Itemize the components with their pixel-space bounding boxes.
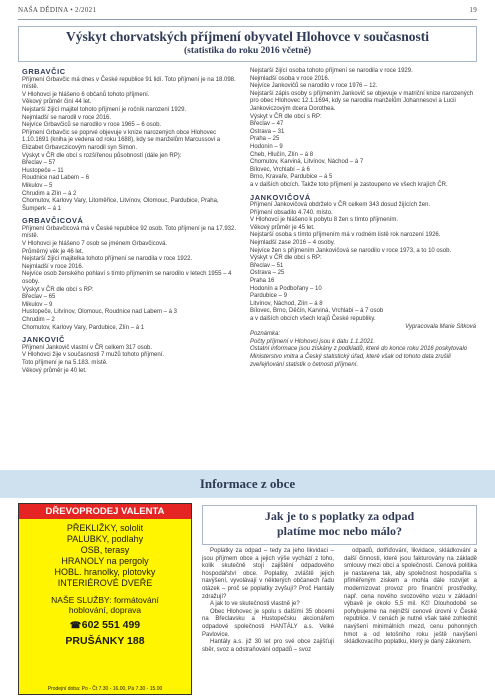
section-heading: GRBAVČIC <box>22 67 66 76</box>
paragraph: Hustopeče, Litvínov, Olomouc, Roudnice nad Labem – á 3 <box>22 309 177 316</box>
article-title-box <box>18 26 477 62</box>
paragraph: Příjmení Grbavčic má dnes v České republice 91 lidí. Toto příjmení je na 18.098. místě. <box>22 76 236 91</box>
paragraph: Nejvíce Grbavčiců se narodilo v roce 1965 – 6 osob. <box>22 122 162 129</box>
paragraph: Chomutov, Karlovy Vary, Litoměřice, Litvínov, Olomouc, Pardubice, Praha, Šumperk – á 1 <box>22 198 219 212</box>
paragraph: Praha 16 <box>250 278 275 285</box>
ad-product: PALUBKY, podlahy <box>66 534 144 544</box>
paragraph: Mikulov – 5 <box>22 182 53 189</box>
paragraph: Příjmení Jankovič vlastní v ČR celkem 317 osob. <box>22 344 153 351</box>
paragraph: Věkový průměr je 40 let. <box>22 367 87 374</box>
paragraph: Chrudim a Zlín – á 2 <box>22 190 77 197</box>
paragraph: Litvínov, Náchod, Zlín – á 8 <box>250 300 323 307</box>
phone-icon: ☎ <box>69 620 82 630</box>
ad-header: DŘEVOPRODEJ VALENTA <box>19 504 191 519</box>
section-heading: GRBAVČICOVÁ <box>22 216 84 226</box>
ad-hours: Prodejní doba: Po - Čt 7.30 - 16.00, Pá 7.30 - 15.00 <box>47 686 163 692</box>
paragraph: Nejvíce osob ženského pohlaví s tímto příjmením se narodilo v letech 1955 – 4 osoby. <box>22 271 232 286</box>
paragraph: Ostrava – 31 <box>250 128 285 135</box>
text-column-left <box>22 68 237 375</box>
page-number: 19 <box>469 6 477 14</box>
paragraph: Chrudim – 2 <box>22 317 55 323</box>
waste-article-title-line2: platíme moc nebo málo? <box>277 524 402 538</box>
note-text: Poznámka: <box>250 331 281 338</box>
ad-phone-number: 602 551 499 <box>81 619 141 631</box>
article-paragraph: odpadů, dotřiďování, likvidace, skládkování a další činnosti, které jsou fakturovány na základě smlouvy mezi obcí a společností. Cenová politika je nastavena tak, aby společnost hospodařila s přiměřeným ziskem a mohla dále rozvíjet a modernizovat provoz pro finanční prostředky, např. cena nového svozového vozu v základní výbavě je okolo 5,5 mil. Kč! Dlouhodobě se pohybujeme na nejnižší cenové úrovni v České republice. V cenách je nutné však také zohlednit navýšení minimálních mezd, cenu pohonných hmot a od letošního roku ještě navýšení skládkovacího poplatku, který je daný zákonem. <box>344 548 477 646</box>
waste-article-column-2 <box>344 548 477 647</box>
ad-phone[interactable] <box>19 619 191 631</box>
paragraph: Příjmení obsadilo 4.740. místo. <box>250 209 333 216</box>
paragraph: Hodonín a Podbořany – 10 <box>250 285 322 292</box>
ad-product-list <box>19 523 191 589</box>
article-paragraph: A jak to ve skutečnosti vlastně je? <box>210 601 300 608</box>
paragraph: Nejvíce žen s příjmením Jankovičová se narodilo v roce 1973, a to 10 osob. <box>250 247 452 254</box>
paragraph: Věkový průměr činí 44 let. <box>22 99 92 106</box>
paragraph: Příjmení Grbavčic se poprvé objevuje v knize narozených obce Hlohovec 1.10.1691 (kniha je vedena od roku 1688), kdy se manželům Marcussovi a Elizabet Grbavczicovým narodil syn Simon. <box>22 129 221 151</box>
paragraph: Nejvíce Jankovičů se narodilo v roce 1976 – 12. <box>250 83 378 90</box>
paragraph: Příjmení Grbavčicová má v České republice 92 osob. Toto příjmení je na 17.932. místě. <box>22 225 236 240</box>
section-heading: JANKOVIČOVÁ <box>250 192 311 202</box>
paragraph: Nejmladší v roce 2016. <box>22 263 84 270</box>
ad-product: HRANOLY na pergoly <box>61 556 149 566</box>
info-section-title: Informace z obce <box>199 476 296 491</box>
paragraph: Výskyt v ČR dle obcí s RP: <box>250 255 322 262</box>
paragraph: Břeclav – 51 <box>250 262 284 269</box>
paragraph: Břeclav – 65 <box>22 294 56 301</box>
paragraph: Průměrný věk je 46 let. <box>22 248 84 255</box>
paragraph: V Hlohovci je hlášeno k pobytu 8 žen s tímto příjmením. <box>250 217 399 224</box>
page-header <box>18 6 477 18</box>
paragraph: Příjmení Jankovičová obdrželo v ČR celkem 343 dosud žijících žen. <box>250 202 431 209</box>
paragraph: Toto příjmení je na 5.183. místě. <box>22 359 108 366</box>
paragraph: Praha – 25 <box>250 136 280 143</box>
paragraph: V Hlohovci je hlášeno 6 občanů tohoto příjmení. <box>22 91 150 98</box>
paragraph: a v dalších obcích všech krajů České republiky. <box>250 316 376 322</box>
paragraph: Mikulov – 9 <box>22 301 53 308</box>
paragraph: Roudnice nad Labem – 6 <box>22 175 90 182</box>
paragraph: Nejmladší osoba v roce 2016. <box>250 75 330 82</box>
ad-product: OSB, terasy <box>80 545 130 555</box>
magazine-name: NAŠA DĚDINA • 2/2021 <box>18 6 97 14</box>
paragraph: Chomutov, Karlovy Vary, Pardubice, Zlín – á 1 <box>22 324 145 331</box>
paragraph: Břeclav – 47 <box>250 121 284 128</box>
paragraph: a v dalších obcích. Takže toto příjmení je zastoupeno ve všech krajích ČR. <box>250 181 448 188</box>
ad-product: HOBL. hranolky, plotovky <box>54 567 156 577</box>
ad-services-line1: NAŠE SLUŽBY: formátování <box>51 595 159 605</box>
paragraph: Výskyt v ČR dle obcí s rozšířenou působností (dále jen RP): <box>22 152 182 159</box>
paragraph: V Hlohovci je hlášeno 7 osob se jménem Grbavčicová. <box>22 241 168 248</box>
author-credit: Vypracovala Marie Sitková <box>405 323 476 330</box>
paragraph: Nejmladší zase 2016 – 4 osoby. <box>250 240 335 247</box>
ad-location: PRUŠÁNKY 188 <box>65 635 145 647</box>
note-text: Počty příjmení v Hlohovci jsou k datu 1.1.2021. <box>250 338 376 345</box>
paragraph: Bílovec, Vrchlabí – á 6 <box>250 166 310 173</box>
paragraph: Nejstarší žijící osoba tohoto příjmení se narodila v roce 1929. <box>250 68 413 74</box>
ad-services-line2: hoblování, doprava <box>68 605 142 615</box>
waste-article-column-1 <box>202 548 334 654</box>
paragraph: Cheb, Hlučín, Zlín – á 8 <box>250 151 314 158</box>
paragraph: Pardubice – 9 <box>250 293 288 300</box>
paragraph: Hodonín – 9 <box>250 143 283 150</box>
paragraph: Nejmladší se narodil v roce 2016. <box>22 114 112 121</box>
paragraph: Nejstarší zápis osoby s příjmením Jankovič se objevuje v matriční knize narozených pro obec Hlohovec 12.1.1694, kdy se narodila manželům Johannesovi a Lucii Jankoviczovým dcera Dorothea. <box>250 90 474 112</box>
waste-article-title-box <box>202 505 477 545</box>
ad-product: INTERIÉROVÉ DVEŘE <box>57 578 153 588</box>
paragraph: Nejstarší žijící majitel tohoto příjmení je ročník narození 1929. <box>22 106 187 113</box>
paragraph: Věkový průměr je 45 let. <box>250 224 315 231</box>
paragraph: Bílovec, Brno, Děčín, Karviná, Vrchlabí – á 7 osob <box>250 308 384 315</box>
paragraph: Nejstarší osoba s tímto příjmením má v rodném listě rok narození 1926. <box>250 232 441 239</box>
text-column-right <box>250 68 476 369</box>
paragraph: Hustopeče – 11 <box>22 167 64 174</box>
note-text: Ostatní informace jsou získány z podkladů, které do konce roku 2016 poskytovalo Ministerstvo vnitra a Český statistický úřad, které však od tohoto data zrušili zveřejňování statistik o četnosti příjmení. <box>250 346 468 368</box>
paragraph: Brno, Kravaře, Pardubice – á 5 <box>250 174 333 181</box>
paragraph: Chomutov, Karviná, Litvínov, Náchod – á 7 <box>250 159 364 166</box>
ad-product: PŘEKLIŽKY, sololit <box>66 523 144 533</box>
paragraph: V Hlohovci žije v současnosti 7 mužů tohoto příjmení. <box>22 352 165 359</box>
header-rule <box>18 19 477 20</box>
paragraph: Nejstarší žijící majitelka tohoto příjmení se narodila v roce 1922. <box>22 256 193 263</box>
paragraph: Ostrava – 25 <box>250 270 285 277</box>
ad-services <box>19 595 191 615</box>
info-section-band <box>0 470 495 498</box>
paragraph: Výskyt v ČR dle obcí s RP: <box>250 113 322 120</box>
article-paragraph: Poplatky za odpad – tedy za jeho likvidaci – jsou příjmem obce a jejich výše vychází z toho, kolik skutečně stojí zajištění odpadového hospodářství obce. Poplatky, zvláště jejich navýšení, vyvolávají v některých občanech řadu otázek – proč se poplatky zvyšují? Proč Hantály zdražují? <box>202 548 334 600</box>
paragraph: Výskyt v ČR dle obcí s RP: <box>22 286 94 293</box>
waste-article-title-line1: Jak je to s poplatky za odpad <box>264 509 415 523</box>
article-paragraph: Hantály a.s. již 30 let pro své obce zajišťují sběr, svoz a odstraňování odpadů – svoz <box>202 639 334 653</box>
section-heading: JANKOVIČ <box>22 335 65 345</box>
advertisement[interactable] <box>18 503 192 695</box>
article-paragraph: Obec Hlohovec je spolu s dalšími 35 obcemi na Břeclavsku a Hustopečsku akcionářem odpadové společnosti HANTÁLY a.s. Velké Pavlovice. <box>202 608 334 638</box>
article-title: Výskyt chorvatských příjmení obyvatel Hlohovce v současnosti <box>65 29 429 44</box>
article-subtitle: (statistika do roku 2016 včetně) <box>183 46 312 56</box>
paragraph: Břeclav – 57 <box>22 160 56 167</box>
